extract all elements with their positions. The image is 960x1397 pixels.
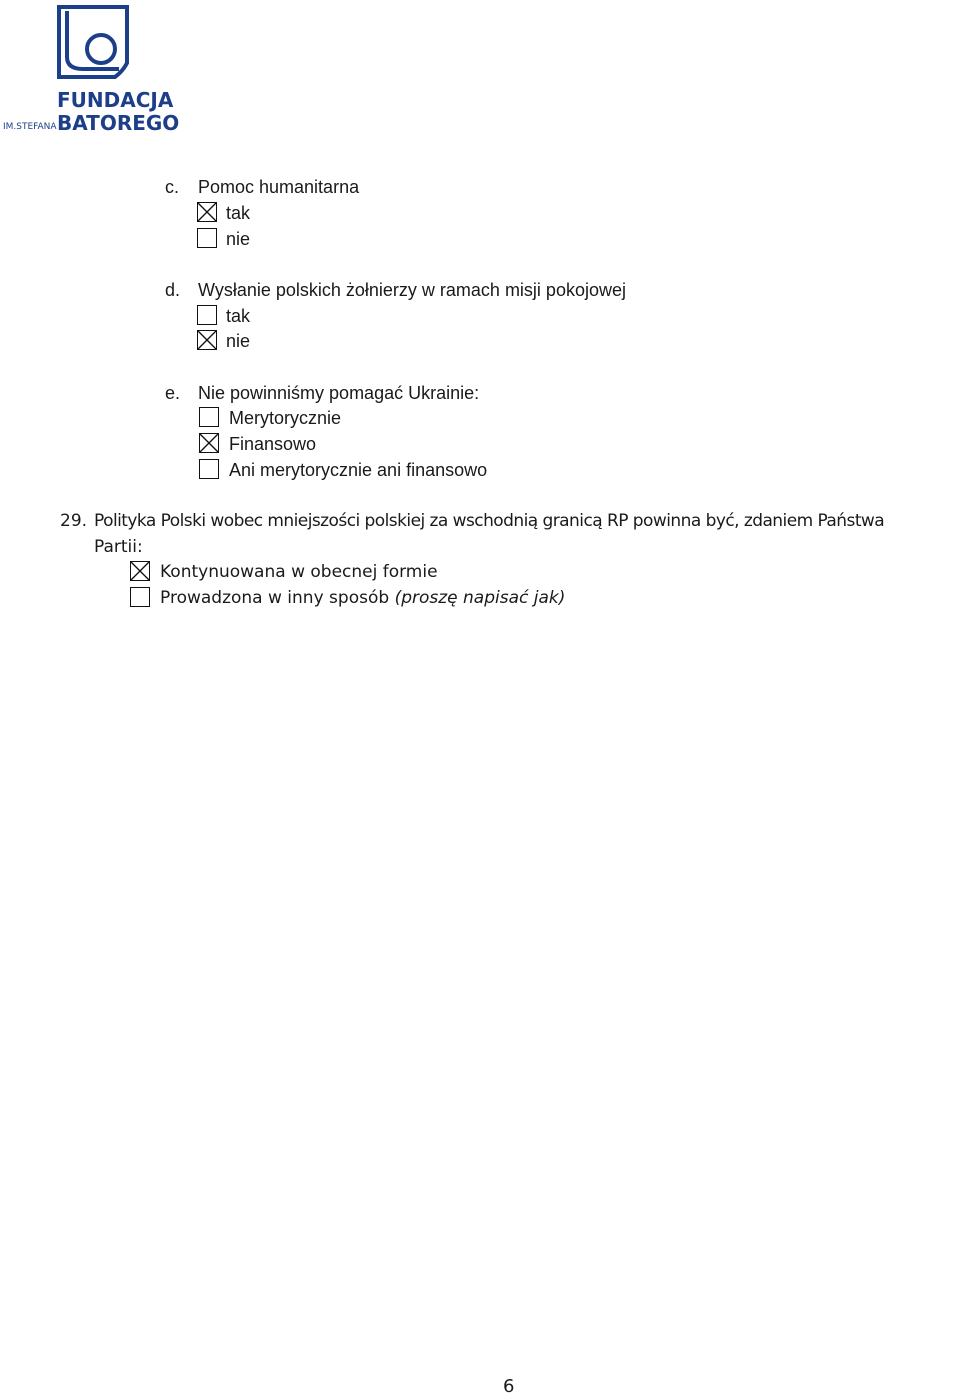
option-e-finansowo-label: Finansowo [229,434,317,454]
option-d-nie-label: nie [226,331,251,351]
checkbox-d-nie[interactable] [197,330,217,350]
question-e-marker: e. [165,383,181,403]
foundation-logo [0,0,180,140]
option-c-nie-label: nie [226,229,251,249]
checkbox-e-ani[interactable] [199,459,219,479]
checkbox-e-merytorycznie[interactable] [199,407,219,427]
logo-text-batorego: BATOREGO [57,111,180,135]
option-c-tak-label: tak [226,203,251,223]
logo-text-stefana: IM.STEFANA [3,122,57,132]
checkbox-29-prowadzona[interactable] [130,587,150,607]
question-d-text: Wysłanie polskich żołnierzy w ramach misji pokojowej [198,280,626,300]
checkbox-c-nie[interactable] [197,228,217,248]
option-29-kontynuowana-label: Kontynuowana w obecnej formie [160,562,438,582]
logo-emblem-icon [57,5,129,79]
checkbox-c-tak[interactable] [197,202,217,222]
option-29-prowadzona-note: (proszę napisać jak) [394,588,566,608]
option-d-tak-label: tak [226,306,251,326]
checked-x-icon [130,561,150,581]
checkbox-29-kontynuowana[interactable] [130,561,150,581]
page-number: 6 [503,1376,515,1397]
checkbox-e-finansowo[interactable] [199,433,219,453]
question-c-marker: c. [165,177,180,197]
question-29-line1: Polityka Polski wobec mniejszości polskiej za wschodnią granicą RP powinna być, zdaniem Państwa [94,511,885,531]
checked-x-icon [197,202,217,222]
option-29-prowadzona-label: Prowadzona w inny sposób [160,588,390,608]
option-e-merytorycznie-label: Merytorycznie [229,408,342,428]
question-29-line2: Partii: [94,537,143,557]
question-c-text: Pomoc humanitarna [198,177,360,197]
checked-x-icon [199,433,219,453]
checked-x-icon [197,330,217,350]
question-d-marker: d. [165,280,181,300]
question-e-text: Nie powinniśmy pomagać Ukrainie: [198,383,480,403]
logo-text-fundacja: FUNDACJA [57,88,174,112]
question-29-number: 29. [60,511,88,531]
checkbox-d-tak[interactable] [197,305,217,325]
option-e-ani-label: Ani merytorycznie ani finansowo [229,460,488,480]
option-29-prowadzona-row [160,587,565,609]
